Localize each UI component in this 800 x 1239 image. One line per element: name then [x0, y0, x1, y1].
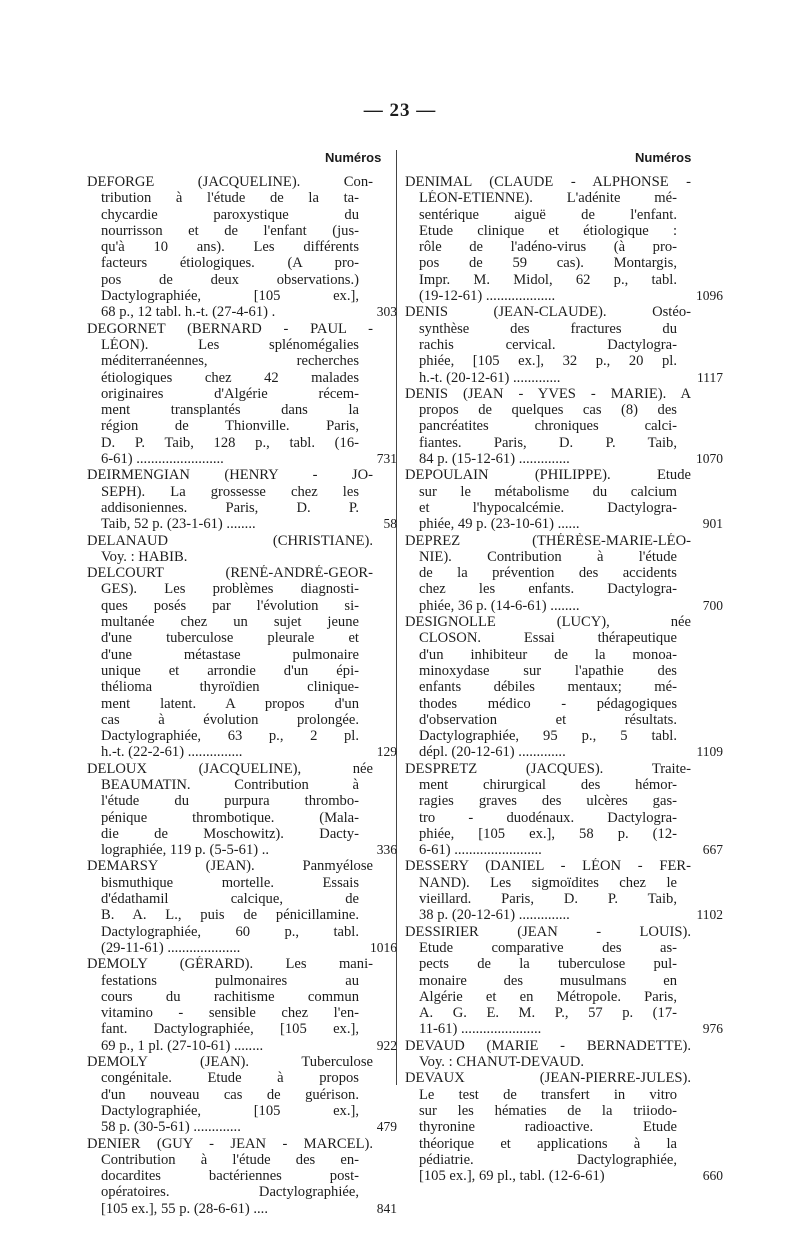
left-entries — [87, 174, 397, 1217]
entry-line: phiée, 49 p. (23-10-61) ...... — [419, 516, 580, 533]
entry-line: chycardie paroxystique du — [101, 206, 359, 223]
entry-line: étiologiques chez 42 malades — [101, 369, 359, 386]
entry-line: qu'à 10 ans). Les différents — [101, 239, 359, 256]
entry-line: Dactylographiée, [105 ex.], — [101, 1102, 359, 1119]
entry-line: Impr. M. Midol, 62 p., tabl. — [419, 271, 677, 288]
index-entry — [405, 1038, 715, 1071]
entry-line: Taib, 52 p. (23-1-61) ........ — [101, 516, 256, 533]
index-entry — [87, 1136, 397, 1217]
entry-line: rôle de l'adéno-virus (à pro- — [419, 239, 677, 256]
entry-line: Dactylographiée, 60 p., tabl. — [101, 923, 359, 940]
entry-line: d'édathamil calcique, de — [101, 891, 359, 908]
entry-line: fant. Dactylographiée, [105 ex.], — [101, 1021, 359, 1038]
entry-line: LÉON-ETIENNE). L'adénite mé- — [419, 190, 677, 207]
entry-line: [105 ex.], 69 pl., tabl. (12-6-61) — [419, 1168, 605, 1185]
entry-line: DEPREZ (THÉRÈSE-MARIE-LÉO- — [405, 532, 691, 549]
entry-line: 69 p., 1 pl. (27-10-61) ........ — [101, 1037, 264, 1054]
entry-line: GES). Les problèmes diagnosti- — [101, 581, 359, 598]
entry-line: propos de quelques cas (8) des — [419, 402, 677, 419]
index-entry — [405, 923, 723, 1038]
entry-line: DEIRMENGIAN (HENRY - JO- — [87, 467, 373, 484]
entry-line: minoxydase sur l'apathie des — [419, 662, 677, 679]
entry-line: d'une métastase pulmonaire — [101, 646, 359, 663]
entry-line: Etude comparative des as- — [419, 939, 677, 956]
entry-line: ment chirurgical des hémor- — [419, 776, 677, 793]
index-entry — [405, 532, 723, 614]
entry-line: 84 p. (15-12-61) .............. — [419, 451, 570, 468]
entry-line: cas à évolution prolongée. — [101, 711, 359, 728]
index-entry — [87, 174, 397, 321]
index-entry — [405, 385, 723, 468]
entry-line: Algérie et en Métropole. Paris, — [419, 988, 677, 1005]
entry-line: vieillard. Paris, D. P. Taib, — [419, 891, 677, 908]
entry-line: théorique et applications à la — [419, 1135, 677, 1152]
entry-line: B. A. L., puis de pénicillamine. — [101, 907, 359, 924]
entry-line: thodes médico - pédagogiques — [419, 695, 677, 712]
entry-line: festations pulmonaires au — [101, 972, 359, 989]
entry-number: 922 — [376, 1037, 397, 1053]
entry-line: DESPRETZ (JACQUES). Traite- — [405, 760, 691, 777]
index-entry — [405, 760, 723, 859]
index-entry — [405, 174, 723, 305]
entry-line: d'une tuberculose pleurale et — [101, 630, 359, 647]
entry-line: 6-61) ........................ — [419, 842, 542, 859]
entry-line: Voy. : HABIB. — [101, 548, 188, 565]
entry-line: chez les enfants. Dactylogra- — [419, 581, 677, 598]
entry-line: ques posés par l'évolution si- — [101, 597, 359, 614]
entry-line: DEMOLY (JEAN). Tuberculose — [87, 1054, 373, 1071]
entry-line: d'observation et résultats. — [419, 711, 677, 728]
column-header-left: Numéros — [325, 150, 382, 165]
entry-line: DEVAUD (MARIE - BERNADETTE). — [405, 1037, 691, 1054]
entry-line: DELANAUD (CHRISTIANE). — [87, 532, 373, 549]
index-entry — [87, 761, 397, 859]
entry-number: 1016 — [370, 939, 397, 955]
entry-line: méditerranéennes, recherches — [101, 353, 359, 370]
entry-line: DENIMAL (CLAUDE - ALPHONSE - — [405, 174, 691, 190]
entry-line: Dactylographiée, 63 p., 2 pl. — [101, 728, 359, 745]
entry-line: phiée, [105 ex.], 32 p., 20 pl. — [419, 353, 677, 370]
entry-line: tribution à l'étude de la ta- — [101, 190, 359, 207]
entry-line: nourrisson et de l'enfant (jus- — [101, 222, 359, 239]
entry-line: thyronine radioactive. Etude — [419, 1119, 677, 1136]
entry-line: DESSIRIER (JEAN - LOUIS). — [405, 923, 691, 940]
index-entry — [87, 467, 397, 532]
entry-number: 1117 — [697, 369, 723, 385]
entry-line: die de Moschowitz). Dacty- — [101, 825, 359, 842]
entry-line: Etude clinique et étiologique : — [419, 222, 677, 239]
entry-number: 303 — [376, 304, 397, 320]
entry-line: enfants débiles mentaux; mé- — [419, 679, 677, 696]
entry-line: multanée chez un sujet jeune — [101, 614, 359, 631]
index-entry — [405, 467, 723, 533]
entry-line: d'un nouveau cas de guérison. — [101, 1086, 359, 1103]
entry-line: NIE). Contribution à l'étude — [419, 548, 677, 565]
index-entry — [87, 533, 397, 566]
entry-line: DENIS (JEAN-CLAUDE). Ostéo- — [405, 304, 691, 321]
entry-line: sur les hématies de la triiodo- — [419, 1102, 677, 1119]
entry-line: h.-t. (20-12-61) ............. — [419, 369, 561, 386]
entry-line: congénitale. Etude à propos — [101, 1070, 359, 1087]
entry-line: (19-12-61) ................... — [419, 288, 556, 305]
entry-number: 129 — [376, 744, 397, 760]
entry-line: fiantes. Paris, D. P. Taib, — [419, 434, 677, 451]
entry-line: pects de la tuberculose pul- — [419, 956, 677, 973]
entry-line: DELOUX (JACQUELINE), née — [87, 760, 373, 777]
entry-number: 901 — [702, 516, 723, 532]
page-number: — 23 — — [363, 100, 437, 121]
entry-line: SEPH). La grossesse chez les — [101, 483, 359, 500]
entry-number: 479 — [376, 1119, 397, 1135]
entry-line: ragies graves des ulcères gas- — [419, 793, 677, 810]
entry-number: 58 — [383, 516, 397, 532]
entry-line: DESSERY (DANIEL - LÉON - FER- — [405, 858, 691, 875]
entry-line: cours du rachitisme commun — [101, 988, 359, 1005]
right-entries — [405, 174, 723, 1185]
entry-line: phiée, 36 p. (14-6-61) ........ — [419, 597, 580, 614]
entry-number: 700 — [702, 597, 723, 613]
entry-line: facteurs étiologiques. (A pro- — [101, 255, 359, 272]
entry-line: DEVAUX (JEAN-PIERRE-JULES). — [405, 1070, 691, 1087]
entry-line: DEPOULAIN (PHILIPPE). Etude — [405, 467, 691, 484]
entry-line: LÉON). Les splénomégalies — [101, 336, 359, 353]
entry-line: opératoires. Dactylographiée, — [101, 1184, 359, 1201]
entry-line: synthèse des fractures du — [419, 320, 677, 337]
entry-line: pancréatites chroniques calci- — [419, 418, 677, 435]
entry-number: 1096 — [696, 288, 723, 304]
entry-number: 667 — [702, 842, 723, 858]
entry-line: pédiatrie. Dactylographiée, — [419, 1151, 677, 1168]
entry-line: phiée, [105 ex.], 58 p. (12- — [419, 825, 677, 842]
entry-line: tro - duodénaux. Dactylogra- — [419, 809, 677, 826]
entry-line: h.-t. (22-2-61) ............... — [101, 744, 243, 761]
entry-line: originaires d'Algérie récem- — [101, 385, 359, 402]
entry-line: Dactylographiée, [105 ex.], — [101, 288, 359, 305]
entry-line: Le test de transfert in vitro — [419, 1086, 677, 1103]
entry-line: de la prévention des accidents — [419, 565, 677, 582]
index-entry — [405, 1070, 723, 1185]
entry-line: DEMOLY (GÉRARD). Les mani- — [87, 956, 373, 973]
entry-line: 38 p. (20-12-61) .............. — [419, 907, 570, 924]
index-entry — [87, 1054, 397, 1135]
index-entry — [405, 304, 723, 386]
entry-line: sentérique aiguë de l'enfant. — [419, 206, 677, 223]
entry-line: et l'hypocalcémie. Dactylogra- — [419, 499, 677, 516]
entry-line: lographiée, 119 p. (5-5-61) .. — [101, 842, 270, 859]
entry-line: Contribution à l'étude des en- — [101, 1151, 359, 1168]
entry-line: (29-11-61) .................... — [101, 939, 241, 956]
entry-number: 731 — [376, 451, 397, 467]
entry-line: pénique thrombotique. (Mala- — [101, 809, 359, 826]
entry-number: 976 — [702, 1021, 723, 1037]
entry-line: 68 p., 12 tabl. h.-t. (27-4-61) . — [101, 304, 276, 321]
column-header-right: Numéros — [635, 150, 692, 165]
entry-line: 6-61) ........................ — [101, 451, 224, 468]
entry-line: dépl. (20-12-61) ............. — [419, 744, 566, 761]
entry-line: d'un inhibiteur de la monoa- — [419, 646, 677, 663]
entry-line: unique et arrondie d'un épi- — [101, 662, 359, 679]
entry-line: l'étude du purpura thrombo- — [101, 793, 359, 810]
entry-line: ment latent. A propos d'un — [101, 695, 359, 712]
entry-line: sur le métabolisme du calcium — [419, 483, 677, 500]
index-entry — [87, 858, 397, 956]
entry-line: bismuthique mortelle. Essais — [101, 874, 359, 891]
entry-number: 660 — [702, 1168, 723, 1184]
entry-line: pos de 59 cas). Montargis, — [419, 255, 677, 272]
entry-line: DELCOURT (RENÉ-ANDRÉ-GEOR- — [87, 565, 373, 582]
entry-number: 336 — [376, 842, 397, 858]
entry-line: 58 p. (30-5-61) ............. — [101, 1119, 241, 1136]
entry-line: DESIGNOLLE (LUCY), née — [405, 614, 691, 631]
index-entry — [405, 858, 723, 924]
entry-line: monaire des musulmans en — [419, 972, 677, 989]
entry-number: 1102 — [696, 907, 723, 923]
entry-line: vitamino - sensible chez l'en- — [101, 1005, 359, 1022]
entry-line: région de Thionville. Paris, — [101, 418, 359, 435]
entry-line: BEAUMATIN. Contribution à — [101, 776, 359, 793]
entry-line: [105 ex.], 55 p. (28-6-61) .... — [101, 1200, 268, 1217]
entry-line: D. P. Taib, 128 p., tabl. (16- — [101, 434, 359, 451]
entry-line: thélioma thyroïdien clinique- — [101, 679, 359, 696]
entry-line: 11-61) ...................... — [419, 1021, 542, 1038]
index-entry — [87, 321, 397, 468]
entry-line: pos de deux observations.) — [101, 271, 359, 288]
entry-line: docardites bactériennes post- — [101, 1168, 359, 1185]
entry-number: 1070 — [696, 451, 723, 467]
entry-line: A. G. E. M. P., 57 p. (17- — [419, 1005, 677, 1022]
entry-line: rachis cervical. Dactylogra- — [419, 336, 677, 353]
index-entry — [87, 956, 397, 1054]
entry-line: DEMARSY (JEAN). Panmyélose — [87, 858, 373, 875]
index-entry — [405, 614, 723, 761]
entry-line: Voy. : CHANUT-DEVAUD. — [419, 1054, 585, 1071]
entry-line: CLOSON. Essai thérapeutique — [419, 630, 677, 647]
entry-line: DENIER (GUY - JEAN - MARCEL). — [87, 1135, 373, 1152]
entry-line: DENIS (JEAN - YVES - MARIE). A — [405, 385, 691, 402]
entry-line: ment transplantés dans la — [101, 402, 359, 419]
entry-line: addisoniennes. Paris, D. P. — [101, 499, 359, 516]
entry-line: Dactylographiée, 95 p., 5 tabl. — [419, 728, 677, 745]
index-entry — [87, 565, 397, 761]
entry-line: NAND). Les sigmoïdites chez le — [419, 874, 677, 891]
entry-line: DEGORNET (BERNARD - PAUL - — [87, 320, 373, 337]
entry-number: 1109 — [696, 744, 723, 760]
entry-line: DEFORGE (JACQUELINE). Con- — [87, 174, 373, 190]
entry-number: 841 — [376, 1200, 397, 1216]
